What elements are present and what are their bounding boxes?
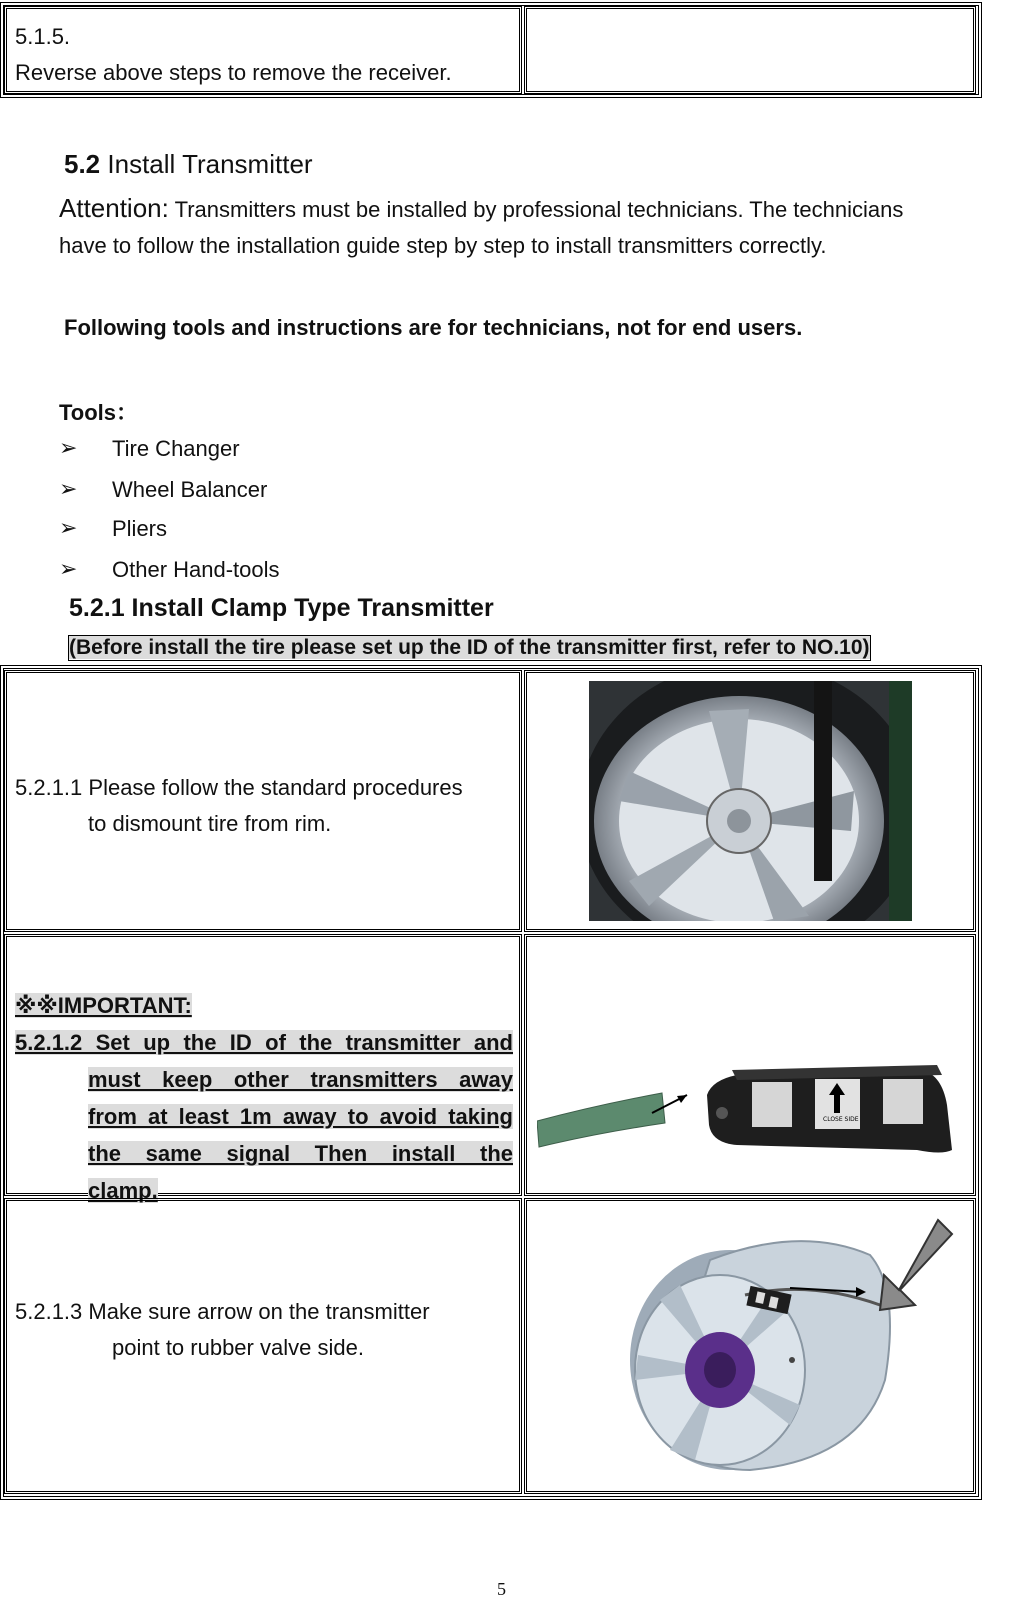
step2-line-2 xyxy=(88,1067,513,1093)
bullet-icon: ➢ xyxy=(59,516,78,541)
top-right-cell xyxy=(524,6,976,94)
tools-heading: Tools： xyxy=(59,400,139,425)
technician-notice: Following tools and instructions are for technicians, not for end users. xyxy=(64,315,803,340)
tool-item: Other Hand-tools xyxy=(112,557,280,582)
step-5-1-5-text: Reverse above steps to remove the receiver. xyxy=(15,60,452,85)
section-name: Install Transmitter xyxy=(107,149,313,179)
attention-text-1: Transmitters must be installed by professional technicians. The technicians xyxy=(174,197,904,222)
tool-item: Tire Changer xyxy=(112,436,240,461)
bullet-icon: ➢ xyxy=(59,436,78,461)
subsection-note xyxy=(68,635,871,661)
tool-item: Pliers xyxy=(112,516,168,541)
step3-line-1: 5.2.1.3 Make sure arrow on the transmitter xyxy=(15,1299,430,1324)
attention-line-2: have to follow the installation guide step by step to install transmitters correctly. xyxy=(59,233,827,258)
step3-line-2: point to rubber valve side. xyxy=(112,1335,364,1360)
bullet-icon: ➢ xyxy=(59,477,78,502)
step2-line-4-text: the same signal Then install the xyxy=(88,1141,513,1166)
step2-line-2-text: must keep other transmitters away xyxy=(88,1067,513,1092)
page-number: 5 xyxy=(497,1579,506,1599)
attention-line-1 xyxy=(59,193,903,224)
svg-text:CLOSE SIDE: CLOSE SIDE xyxy=(823,1116,859,1123)
rim-transmitter-illustration xyxy=(600,1210,960,1480)
bullet-icon: ➢ xyxy=(59,557,78,582)
step2-line-3 xyxy=(88,1104,513,1130)
step1-line-2: to dismount tire from rim. xyxy=(88,811,332,836)
step2-line-3-text: from at least 1m away to avoid taking xyxy=(88,1104,513,1129)
important-label xyxy=(15,993,192,1019)
attention-label: Attention: xyxy=(59,193,169,223)
step2-line-5-text: clamp. xyxy=(88,1178,158,1203)
wheel-rim-photo xyxy=(589,681,912,921)
step1-text-cell xyxy=(4,670,522,932)
section-number: 5.2 xyxy=(64,149,101,179)
step1-line-1: 5.2.1.1 Please follow the standard procedures xyxy=(15,775,463,800)
subsection-note-text: (Before install the tire please set up the ID of the transmitter first, refer to NO.10) xyxy=(69,636,870,659)
step2-line-1 xyxy=(15,1030,513,1056)
important-label-text: ※※IMPORTANT: xyxy=(15,993,192,1018)
subsection-title: 5.2.1 Install Clamp Type Transmitter xyxy=(69,594,494,622)
section-title xyxy=(64,149,313,180)
transmitter-clamp-illustration xyxy=(537,1035,957,1185)
step-5-1-5-number: 5.1.5. xyxy=(15,24,71,49)
tool-item: Wheel Balancer xyxy=(112,477,268,502)
step2-line-4 xyxy=(88,1141,513,1167)
step2-line-1-text: 5.2.1.2 Set up the ID of the transmitter and xyxy=(15,1030,513,1055)
